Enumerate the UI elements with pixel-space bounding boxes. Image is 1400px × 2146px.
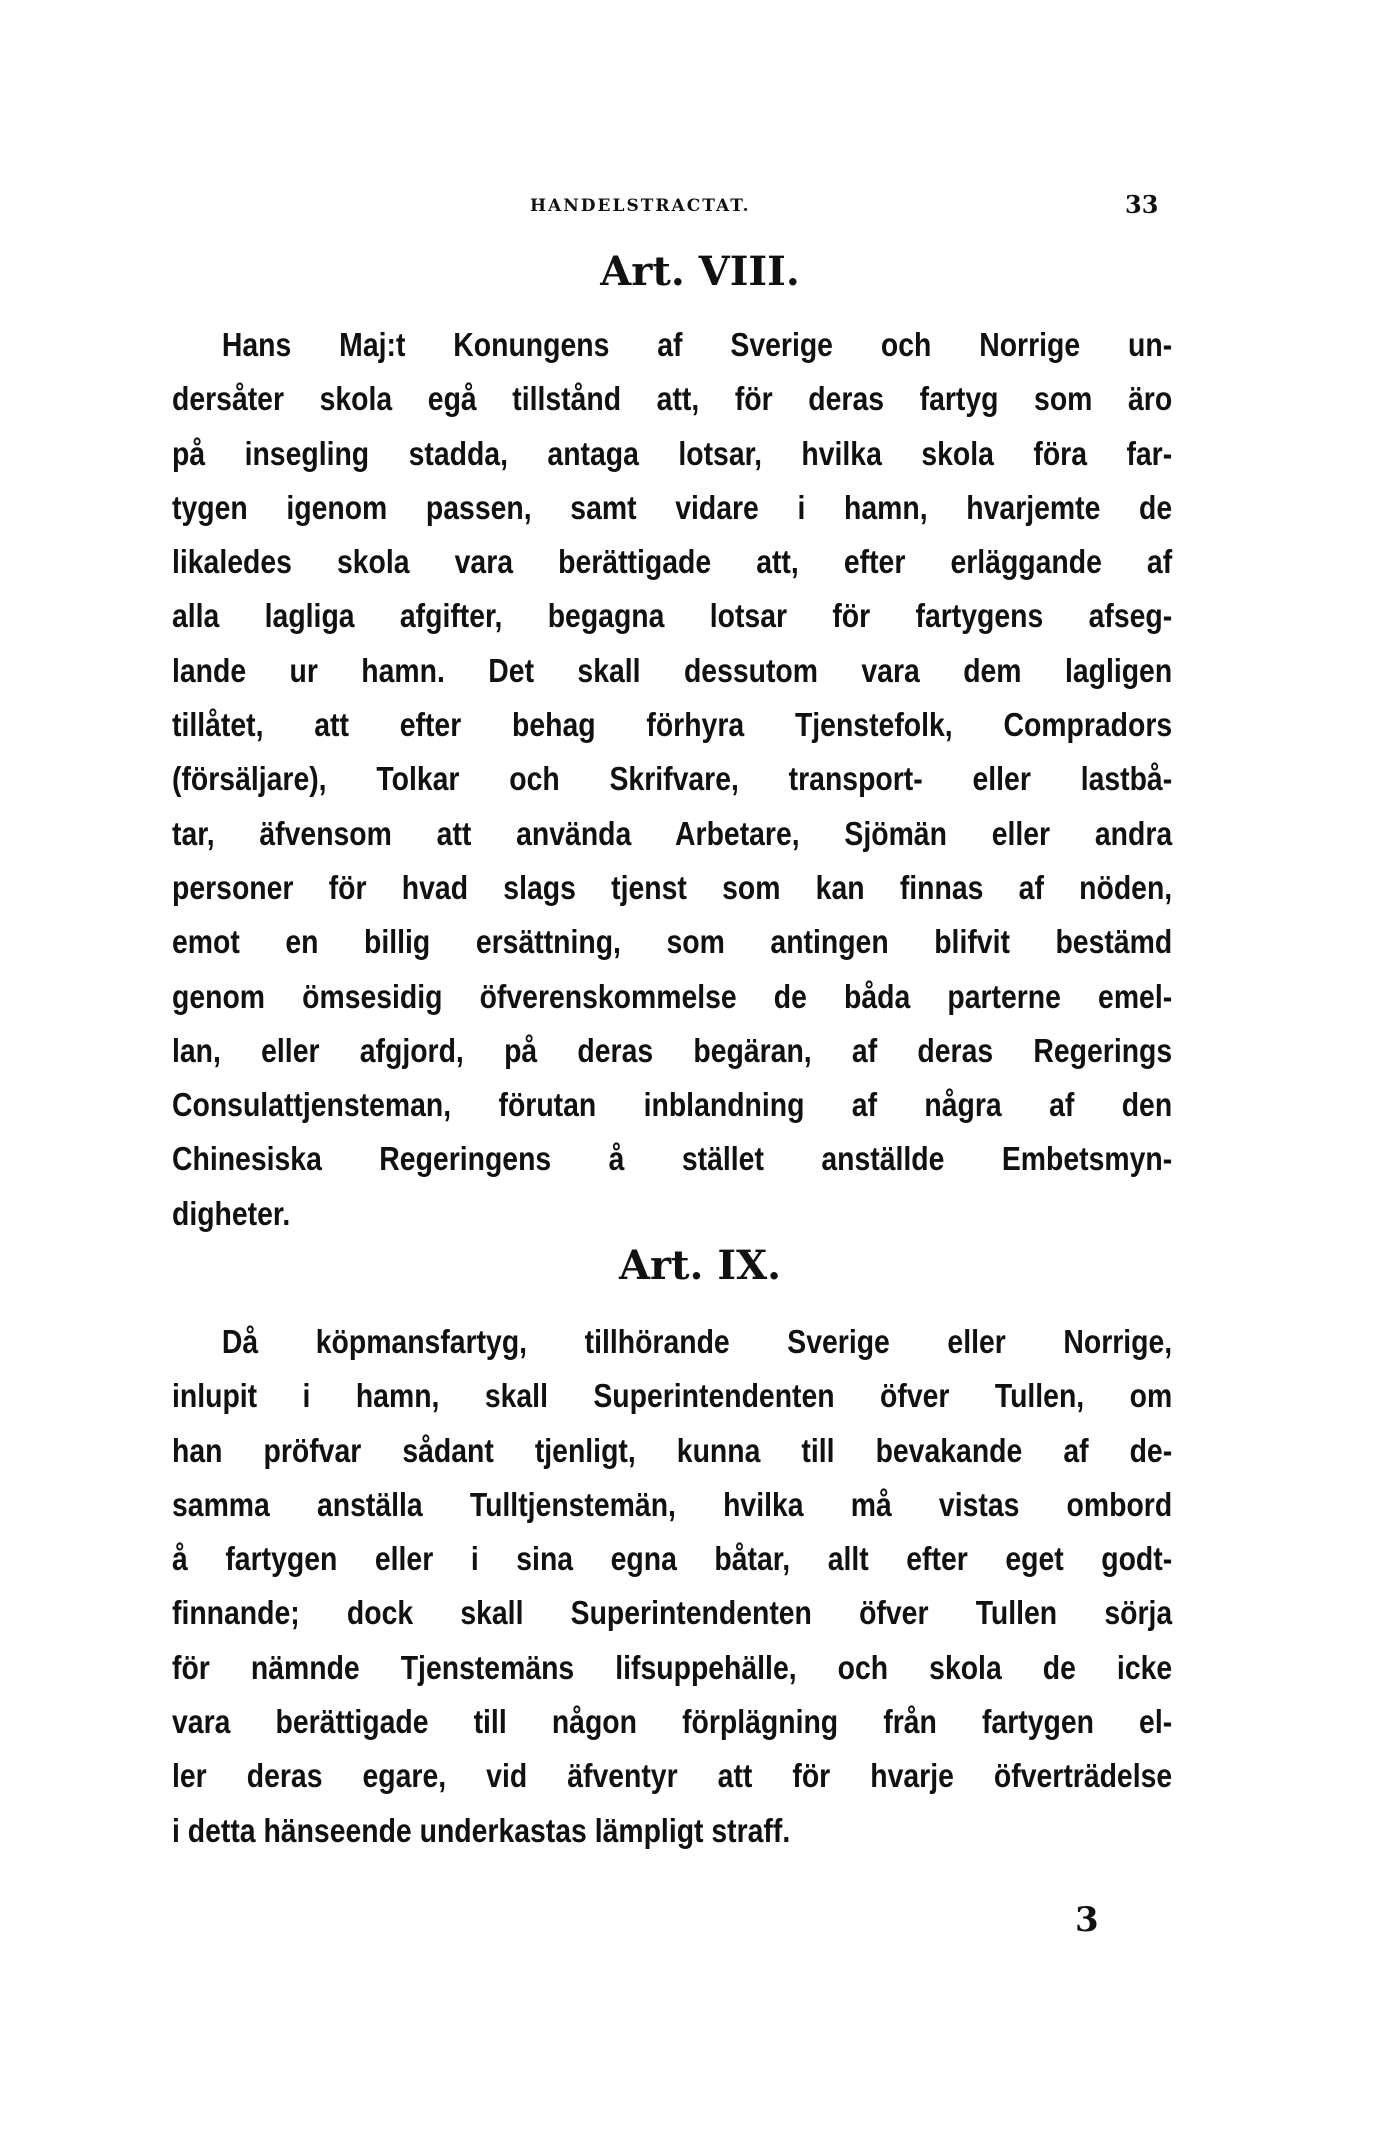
article-heading: Art. IX. <box>618 1242 782 1289</box>
text-line: vara berättigade till någon förplägning från fartygen el- <box>172 1703 1173 1741</box>
running-head <box>0 190 1400 230</box>
page-number: 33 <box>1125 190 1159 219</box>
text-line: lan, eller afgjord, på deras begäran, af deras Regerings <box>172 1031 1173 1069</box>
text-line: personer för hvad slags tjenst som kan finnas af nöden, <box>172 868 1173 906</box>
text-line: tar, äfvensom att använda Arbetare, Sjömän eller andra <box>172 814 1173 852</box>
text-line: dersåter skola egå tillstånd att, för deras fartyg som äro <box>172 380 1173 418</box>
text-line: digheter. <box>172 1194 291 1232</box>
text-line: emot en billig ersättning, som antingen blifvit bestämd <box>172 923 1173 961</box>
text-line: för nämnde Tjenstemäns lifsuppehälle, och skola de icke <box>172 1648 1173 1686</box>
article-8-paragraph <box>172 318 1172 1241</box>
text-line: Då köpmansfartyg, tillhörande Sverige eller Norrige, <box>221 1323 1173 1360</box>
text-line: tillåtet, att efter behag förhyra Tjenstefolk, Compradors <box>172 706 1173 744</box>
text-line: han pröfvar sådant tjenligt, kunna till bevakande af de- <box>172 1431 1173 1469</box>
text-line: samma anställa Tulltjenstemän, hvilka må vistas ombord <box>172 1485 1173 1523</box>
signature-mark: 3 <box>1075 1900 1099 1940</box>
text-line: alla lagliga afgifter, begagna lotsar för fartygens afseg- <box>172 597 1173 635</box>
text-line: Hans Maj:t Konungens af Sverige och Norrige un- <box>221 326 1173 363</box>
article-9-paragraph <box>172 1315 1172 1858</box>
text-line: tygen igenom passen, samt vidare i hamn, hvarjemte de <box>172 488 1173 526</box>
text-line: Consulattjensteman, förutan inblandning af några af den <box>172 1086 1173 1124</box>
text-line: likaledes skola vara berättigade att, efter erläggande af <box>172 543 1173 581</box>
text-line: på insegling stadda, antaga lotsar, hvilka skola föra far- <box>172 434 1173 472</box>
text-line: genom ömsesidig öfverenskommelse de båda parterne emel- <box>172 977 1173 1015</box>
text-line: finnande; dock skall Superintendenten öfver Tullen sörja <box>172 1594 1173 1632</box>
text-line: inlupit i hamn, skall Superintendenten öfver Tullen, om <box>172 1377 1173 1415</box>
text-line: ler deras egare, vid äfventyr att för hvarje öfverträdelse <box>172 1757 1173 1795</box>
text-line: (försäljare), Tolkar och Skrifvare, transport- eller lastbå- <box>172 760 1173 798</box>
text-line: i detta hänseende underkastas lämpligt straff. <box>172 1811 791 1849</box>
text-line: lande ur hamn. Det skall dessutom vara dem lagligen <box>172 651 1173 689</box>
text-line: Chinesiska Regeringens å stället anställde Embetsmyn- <box>172 1140 1173 1178</box>
text-line: å fartygen eller i sina egna båtar, allt efter eget godt- <box>172 1540 1173 1578</box>
article-heading: Art. VIII. <box>600 248 800 295</box>
running-title: HANDELSTRACTAT. <box>530 196 751 216</box>
